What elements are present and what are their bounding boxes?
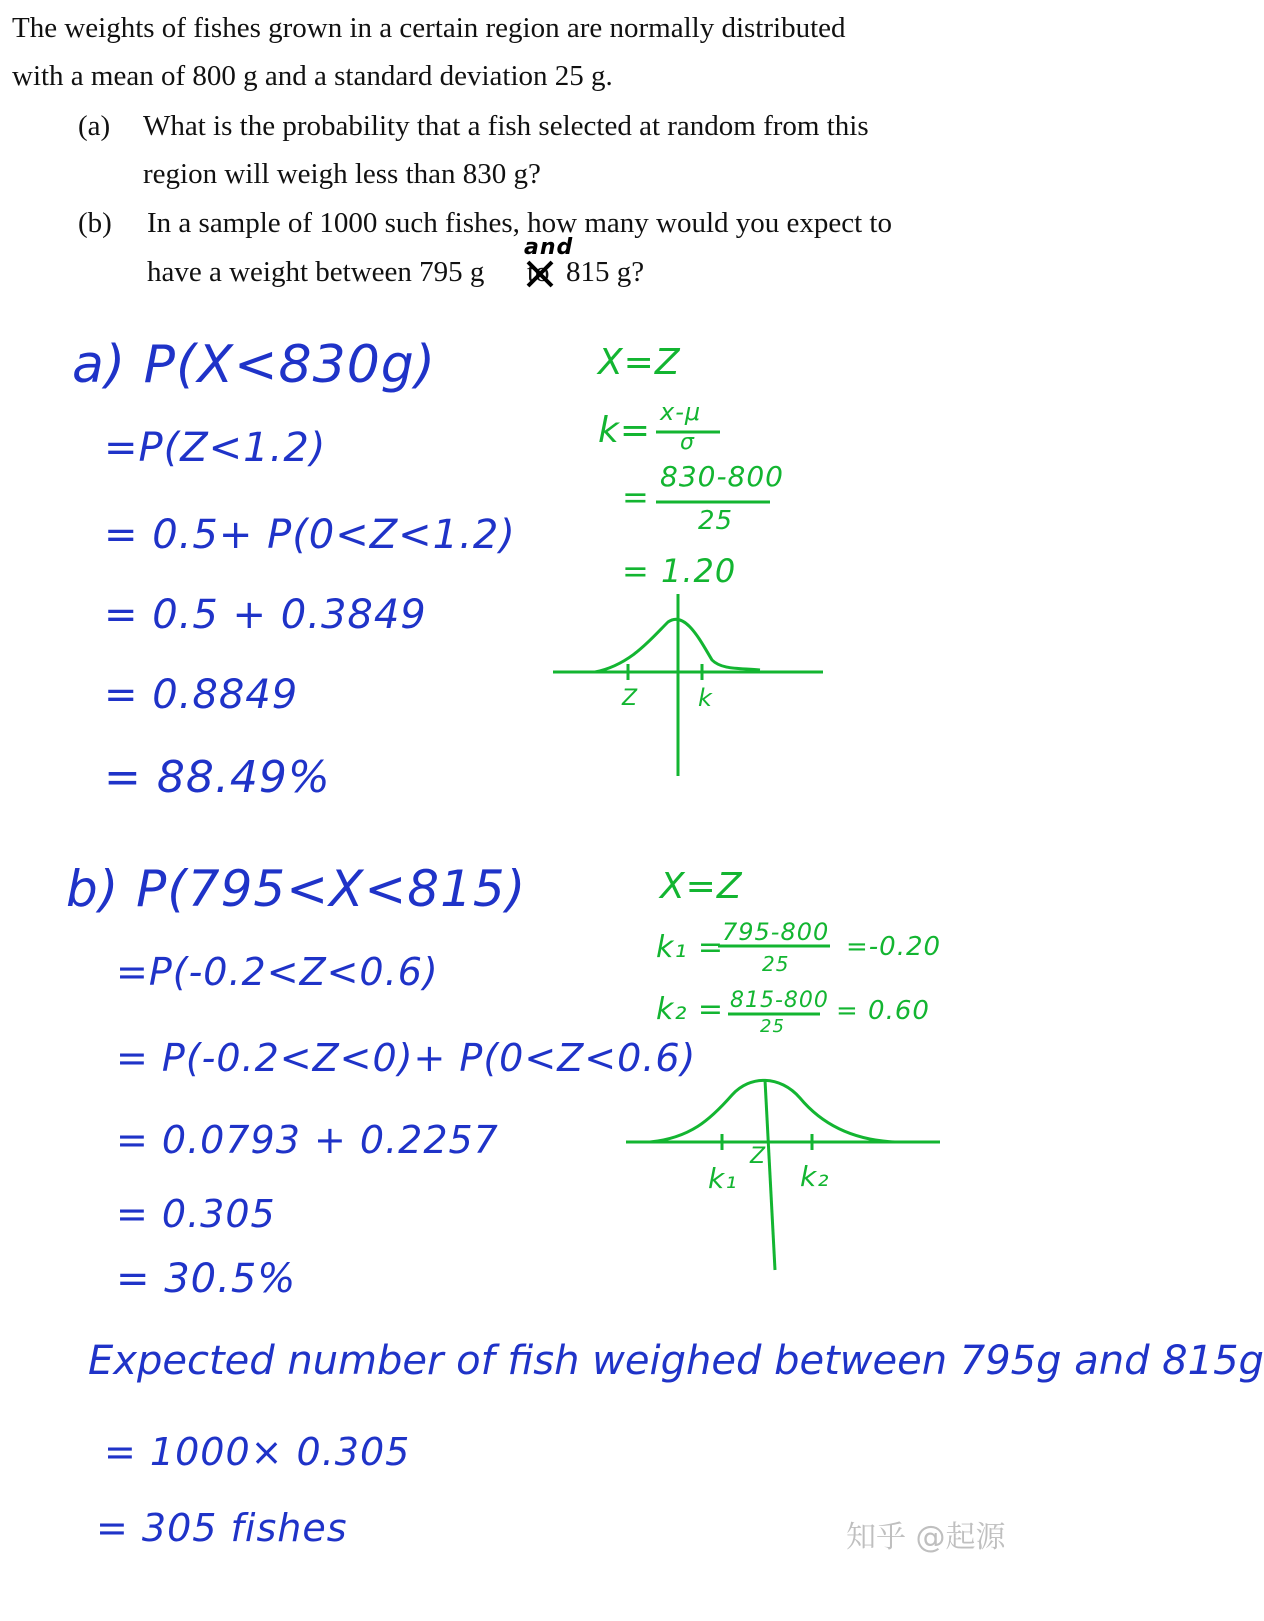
expected-line-2: = 305 fishes [96,1506,348,1550]
part-b-graph-z-label: Z [750,1144,767,1169]
part-b-side-k1-result: =-0.20 [846,932,942,962]
strike-mark [528,262,552,286]
question-a-line2: region will weigh less than 830 g? [143,158,541,190]
question-b-label: (b) [78,207,112,239]
question-b-line2-post: 815 g? [566,256,645,288]
part-a-line-3: = 0.5+ P(0<Z<1.2) [104,512,516,558]
part-b-side-k2-den: 25 [760,1016,785,1037]
part-b-line-3: = P(-0.2<Z<0)+ P(0<Z<0.6) [116,1036,697,1080]
part-a-graph-z-label: Z [622,686,639,711]
part-b-graph-k1-label: k₁ [708,1162,738,1195]
part-b-line-4: = 0.0793 + 0.2257 [116,1118,499,1162]
part-a-side-k-num: x-μ [660,398,702,426]
part-a-line-2: =P(Z<1.2) [104,425,327,471]
part-a-normal-curve-graph [553,594,823,776]
part-a-graph-k-label: k [698,684,713,712]
part-a-side-xz: X=Z [598,342,681,383]
part-b-side-k2-num: 815-800 [730,988,829,1013]
part-a-side-k-den: σ [680,430,695,455]
question-b-line2-struck: to [527,256,550,288]
expected-line-1: = 1000× 0.305 [104,1430,411,1474]
part-b-line-6: = 30.5% [116,1256,297,1302]
question-a-line1: What is the probability that a fish selected at random from this [143,110,869,142]
part-a-line-6: = 88.49% [104,752,331,803]
part-a-side-l3-num: 830-800 [660,460,784,493]
part-a-line-5: = 0.8849 [104,672,299,718]
part-b-side-k1-left: k₁ = [656,930,725,965]
part-a-side-l3-den: 25 [698,506,734,536]
part-b-line-2: =P(-0.2<Z<0.6) [116,950,439,994]
part-b-side-k1-den: 25 [762,952,790,976]
handwritten-and-insert: and [524,235,574,260]
part-b-line-1: b) P(795<X<815) [66,860,527,918]
question-a-label: (a) [78,110,111,142]
part-b-line-5: = 0.305 [116,1192,276,1236]
part-b-side-xz: X=Z [660,866,743,907]
part-b-side-k2-result: = 0.60 [836,996,930,1026]
watermark: 知乎 @起源 [846,1520,1006,1555]
question-intro-line2: with a mean of 800 g and a standard deviation 25 g. [12,60,613,92]
question-b-line2-pre: have a weight between 795 g [147,256,485,288]
part-b-graph-k2-label: k₂ [800,1160,830,1193]
part-a-side-l4: = 1.20 [622,552,737,590]
part-a-line-1: a) P(X<830g) [72,335,437,395]
part-a-side-k-left: k= [598,410,652,451]
part-b-normal-curve-graph [626,1080,940,1270]
part-a-line-4: = 0.5 + 0.3849 [104,592,427,638]
part-b-side-k1-num: 795-800 [722,918,830,946]
question-b-line1: In a sample of 1000 such fishes, how many would you expect to [147,207,892,239]
question-intro-line1: The weights of fishes grown in a certain region are normally distributed [12,12,846,44]
part-b-side-k2-left: k₂ = [656,992,725,1027]
expected-heading: Expected number of fish weighed between 795g and 815g [88,1338,1264,1384]
part-a-side-l3-eq: = [622,478,650,516]
